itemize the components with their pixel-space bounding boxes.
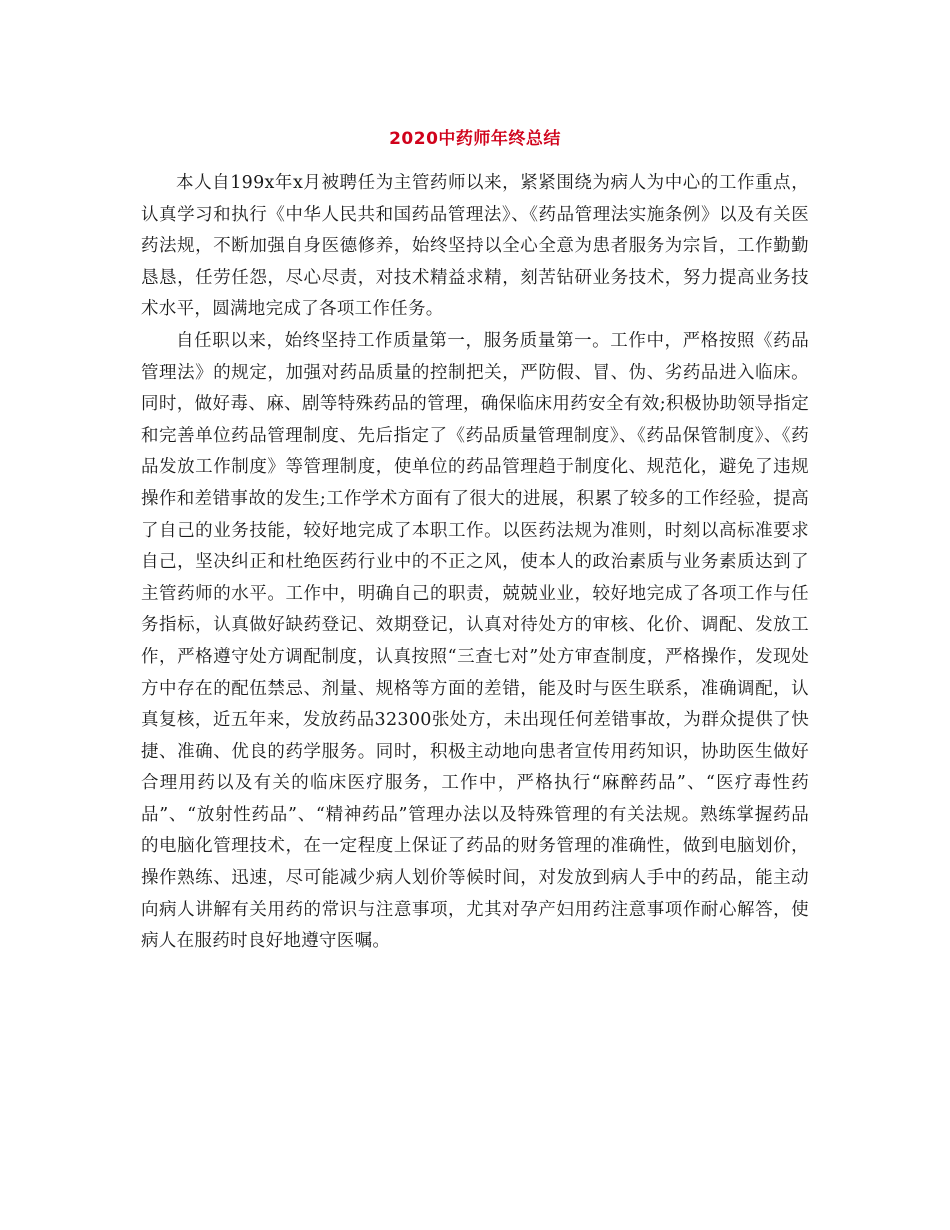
- document-body: [141, 168, 809, 958]
- paragraph-intro: 本人自199x年x月被聘任为主管药师以来，紧紧围绕为病人为中心的工作重点，认真学习和执行《中华人民共和国药品管理法》、《药品管理法实施条例》以及有关医药法规，不断加强自身医德修养，始终坚持以全心全意为患者服务为宗旨，工作勤勤恳恳，任劳任怨，尽心尽责，对技术精益求精，刻苦钻研业务技术，努力提高业务技术水平，圆满地完成了各项工作任务。: [141, 173, 809, 320]
- document-title: 2020中药师年终总结: [389, 129, 561, 149]
- paragraph-work-summary: 自任职以来，始终坚持工作质量第一，服务质量第一。工作中，严格按照《药品管理法》的规定，加强对药品质量的控制把关，严防假、冒、伪、劣药品进入临床。同时，做好毒、麻、剧等特殊药品的管理，确保临床用药安全有效;积极协助领导指定和完善单位药品管理制度、先后指定了《药品质量管理制度》、《药品保管制度》、《药品发放工作制度》等管理制度，使单位的药品管理趋于制度化、规范化，避免了违规操作和差错事故的发生;工作学术方面有了很大的进展，积累了较多的工作经验，提高了自己的业务技能，较好地完成了本职工作。以医药法规为准则，时刻以高标准要求自己，坚决纠正和杜绝医药行业中的不正之风，使本人的政治素质与业务素质达到了主管药师的水平。工作中，明确自己的职责，兢兢业业，较好地完成了各项工作与任务指标，认真做好缺药登记、效期登记，认真对待处方的审核、化价、调配、发放工作，严格遵守处方调配制度，认真按照“三查七对”处方审查制度，严格操作，发现处方中存在的配伍禁忌、剂量、规格等方面的差错，能及时与医生联系，准确调配，认真复核，近五年来，发放药品32300张处方，未出现任何差错事故，为群众提供了快捷、准确、优良的药学服务。同时，积极主动地向患者宣传用药知识，协助医生做好合理用药以及有关的临床医疗服务，工作中，严格执行“麻醉药品”、“医疗毒性药品”、“放射性药品”、“精神药品”管理办法以及特殊管理的有关法规。熟练掌握药品的电脑化管理技术，在一定程度上保证了药品的财务管理的准确性，做到电脑划价，操作熟练、迅速，尽可能减少病人划价等候时间，对发放到病人手中的药品，能主动向病人讲解有关用药的常识与注意事项，尤其对孕产妇用药注意事项作耐心解答，使病人在服药时良好地遵守医嘱。: [141, 330, 809, 952]
